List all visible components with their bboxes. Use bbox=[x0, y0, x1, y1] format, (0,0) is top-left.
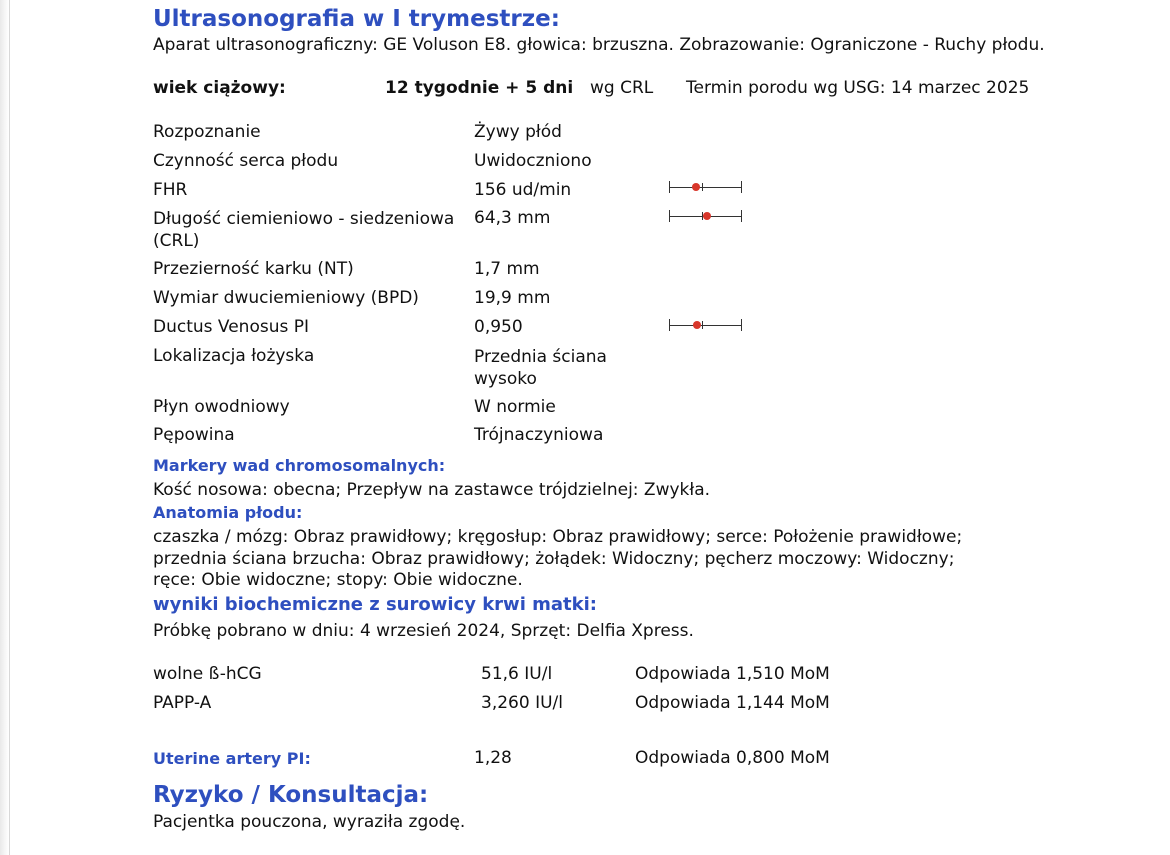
percentile-marker bbox=[692, 183, 700, 191]
scale-tick bbox=[741, 181, 742, 193]
gestation-label: wiek ciążowy: bbox=[153, 78, 286, 98]
scale-tick bbox=[702, 321, 703, 329]
anatomy-line: ręce: Obie widoczne; stopy: Obie widoczne. bbox=[153, 570, 523, 590]
row-value: 156 ud/min bbox=[474, 180, 572, 200]
scale-tick bbox=[702, 183, 703, 191]
row-label: Wymiar dwuciemieniowy (BPD) bbox=[153, 288, 419, 308]
anatomy-line: przednia ściana brzucha: Obraz prawidłowy; żołądek: Widoczny; pęcherz moczowy: Widoczny; bbox=[153, 549, 955, 569]
percentile-scale bbox=[669, 180, 742, 194]
row-label: Płyn owodniowy bbox=[153, 397, 290, 417]
row-label: Przezierność karku (NT) bbox=[153, 259, 354, 279]
row-label: PAPP-A bbox=[153, 693, 212, 713]
due-date: Termin porodu wg USG: 14 marzec 2025 bbox=[686, 78, 1030, 98]
row-value: 3,260 IU/l bbox=[481, 693, 563, 713]
row-value: W normie bbox=[474, 397, 556, 417]
row-value: Uwidoczniono bbox=[474, 151, 592, 171]
markers-heading: Markery wad chromosomalnych: bbox=[153, 456, 446, 475]
scale-tick bbox=[669, 181, 670, 193]
row-label: Długość ciemieniowo - siedzeniowa (CRL) bbox=[153, 209, 455, 251]
biochem-heading: wyniki biochemiczne z surowicy krwi matki: bbox=[153, 594, 597, 615]
row-value: 19,9 mm bbox=[474, 288, 551, 308]
scale-tick bbox=[741, 210, 742, 222]
scale-line bbox=[669, 325, 742, 326]
scale-line bbox=[669, 187, 742, 188]
row-value: 0,950 bbox=[474, 317, 523, 337]
gestation-method: wg CRL bbox=[590, 78, 654, 98]
gestation-value: 12 tygodnie + 5 dni bbox=[385, 78, 574, 98]
markers-text: Kość nosowa: obecna; Przepływ na zastawce trójdzielnej: Zwykła. bbox=[153, 480, 711, 500]
risk-text: Pacjentka pouczona, wyraziła zgodę. bbox=[153, 812, 466, 832]
anatomy-line: czaszka / mózg: Obraz prawidłowy; kręgosłup: Obraz prawidłowy; serce: Położenie prawidłowe; bbox=[153, 527, 963, 547]
row-mom: Odpowiada 1,510 MoM bbox=[635, 664, 830, 684]
device-info: Aparat ultrasonograficzny: GE Voluson E8. głowica: brzuszna. Zobrazowanie: Ograniczone - Ruchy płodu. bbox=[153, 35, 1045, 55]
row-value: 1,7 mm bbox=[474, 259, 540, 279]
uterine-mom: Odpowiada 0,800 MoM bbox=[635, 748, 830, 768]
page-edge bbox=[0, 0, 10, 855]
percentile-marker bbox=[693, 321, 701, 329]
row-value: Trójnaczyniowa bbox=[474, 425, 604, 445]
row-value: Żywy płód bbox=[474, 122, 562, 142]
percentile-scale bbox=[669, 209, 742, 223]
row-value: 51,6 IU/l bbox=[481, 664, 553, 684]
row-mom: Odpowiada 1,144 MoM bbox=[635, 693, 830, 713]
scale-tick bbox=[741, 319, 742, 331]
row-label: wolne ß-hCG bbox=[153, 664, 262, 684]
row-value: 64,3 mm bbox=[474, 208, 551, 228]
scale-tick bbox=[669, 319, 670, 331]
percentile-marker bbox=[703, 212, 711, 220]
row-label: Rozpoznanie bbox=[153, 122, 261, 142]
row-label: Pępowina bbox=[153, 425, 235, 445]
anatomy-heading: Anatomia płodu: bbox=[153, 503, 303, 522]
row-label: FHR bbox=[153, 180, 188, 200]
sample-info: Próbkę pobrano w dniu: 4 wrzesień 2024, Sprzęt: Delfia Xpress. bbox=[153, 621, 694, 641]
row-label: Lokalizacja łożyska bbox=[153, 346, 315, 366]
row-label: Ductus Venosus PI bbox=[153, 317, 310, 337]
risk-heading: Ryzyko / Konsultacja: bbox=[153, 782, 429, 808]
uterine-label: Uterine artery PI: bbox=[153, 749, 311, 768]
row-label: Czynność serca płodu bbox=[153, 151, 339, 171]
percentile-scale bbox=[669, 318, 742, 332]
scale-tick bbox=[669, 210, 670, 222]
row-value: Przednia ściana wysoko bbox=[474, 347, 607, 389]
uterine-value: 1,28 bbox=[474, 748, 512, 768]
page-title: Ultrasonografia w I trymestrze: bbox=[153, 6, 560, 32]
